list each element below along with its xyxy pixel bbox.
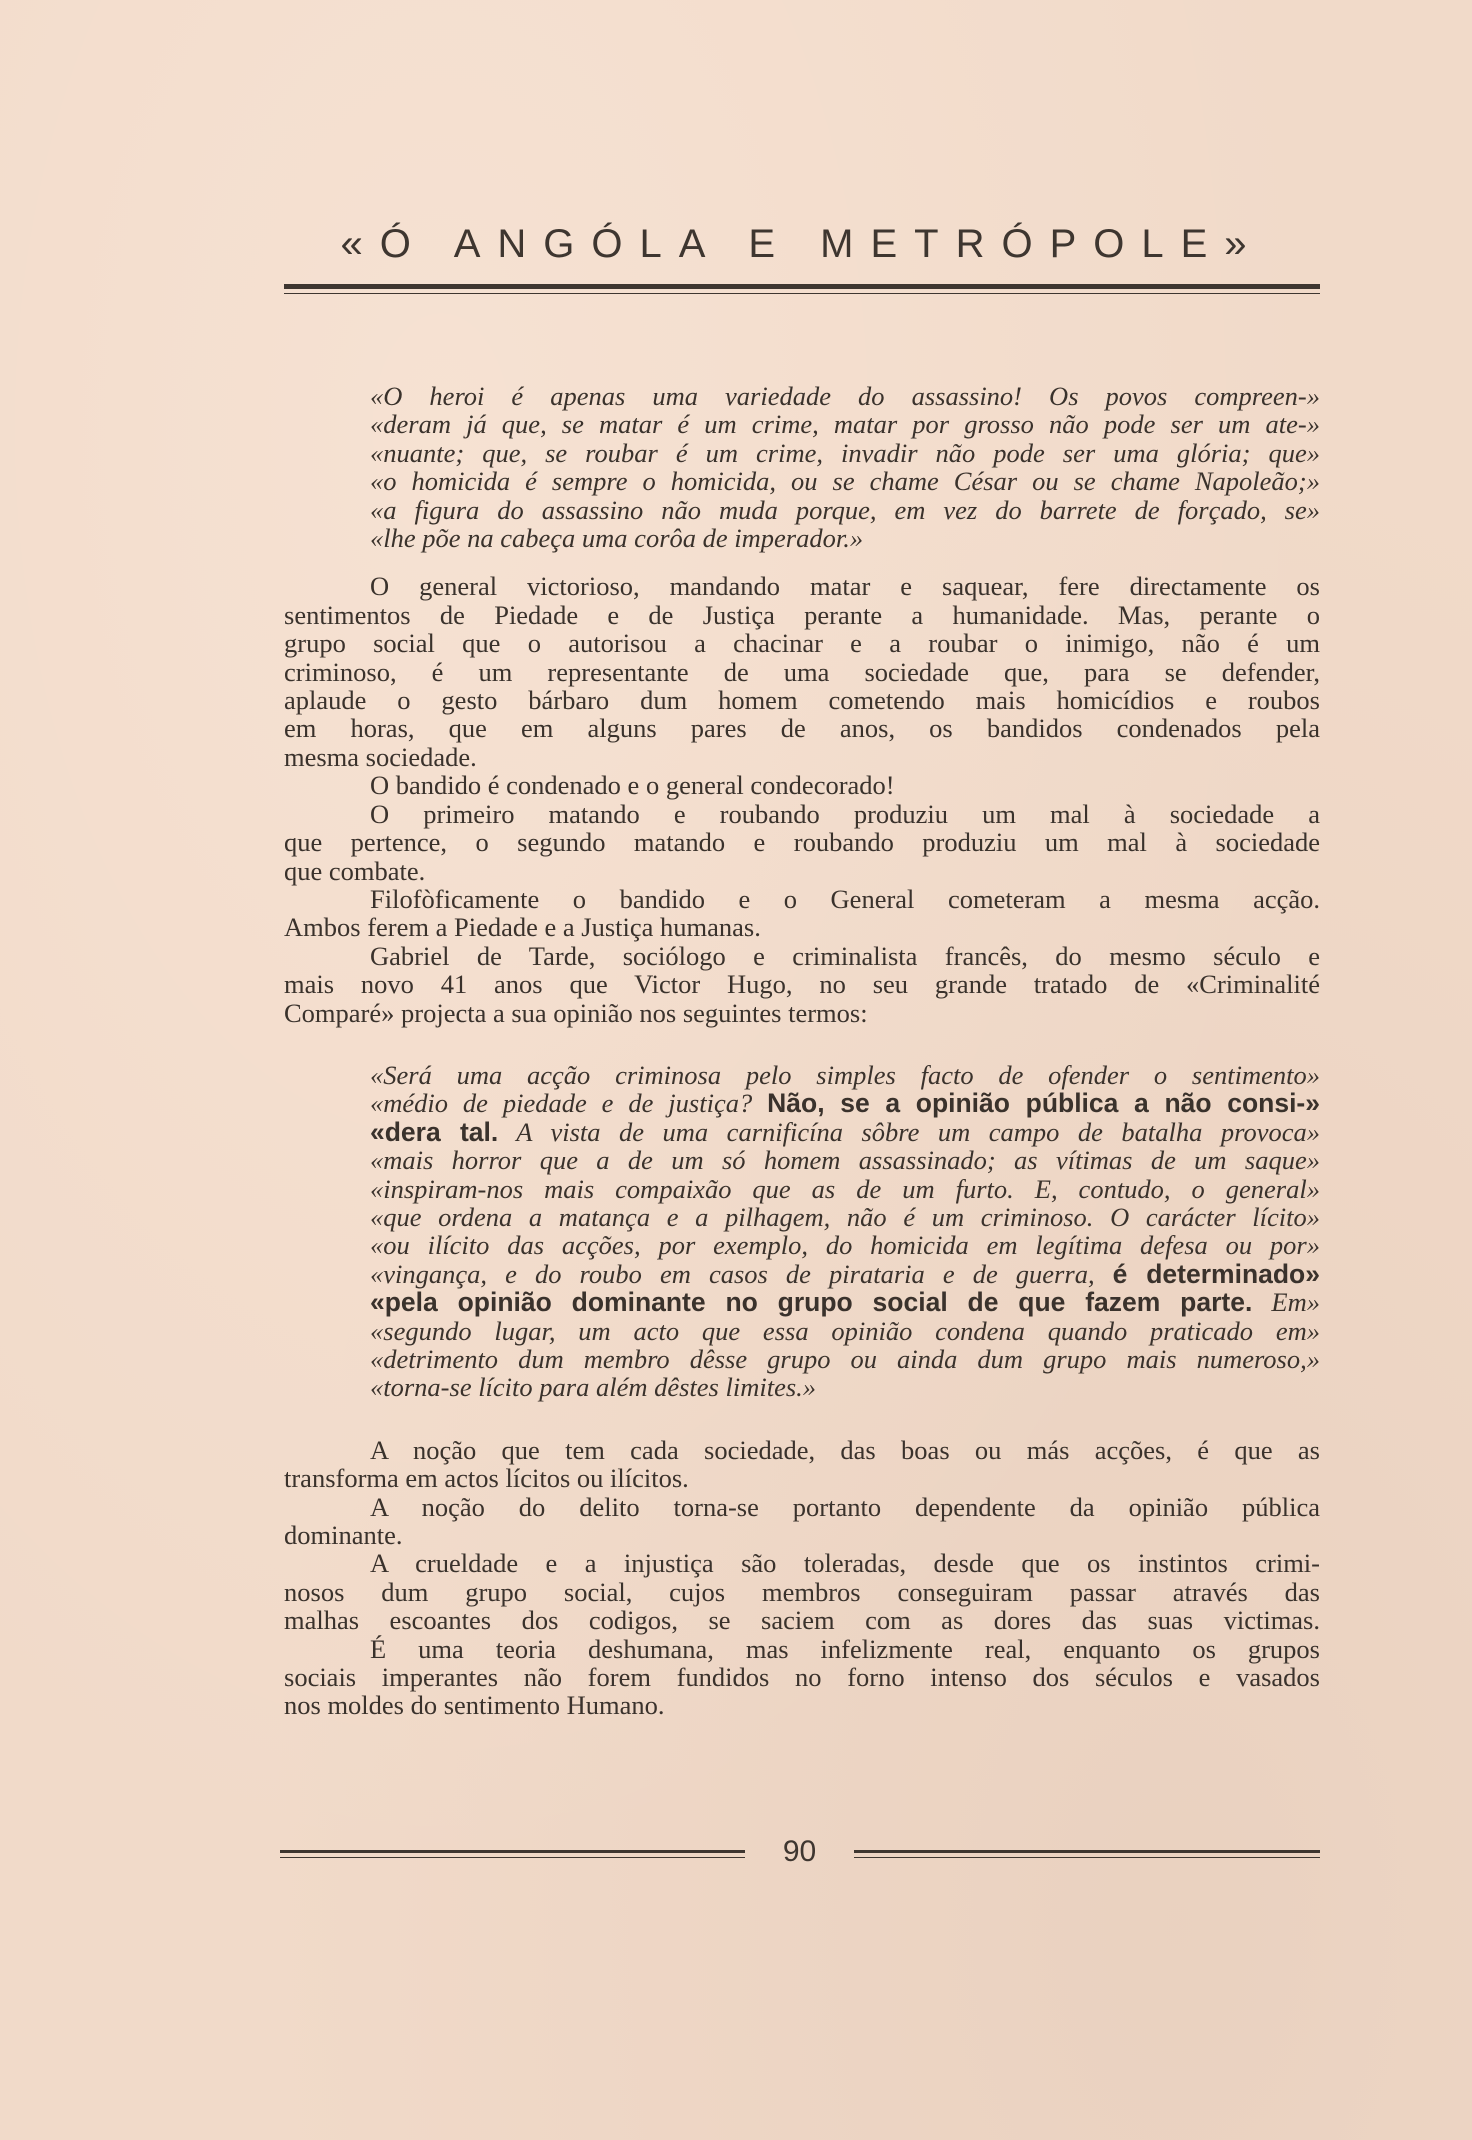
text-line: «segundo lugar, um acto que essa opinião condena quando praticado em»: [370, 1315, 1320, 1346]
text-line: mais novo 41 anos que Victor Hugo, no seu grande tratado de «Criminalité: [284, 969, 1320, 1000]
text-line: «lhe põe na cabeça uma corôa de imperador.»: [370, 523, 864, 554]
header-rule-thick: [284, 284, 1320, 289]
footer-rule-right: [854, 1850, 1320, 1853]
paragraph: [284, 1436, 1320, 1493]
text-line: «inspiram-nos mais compaixão que as de um furto. E, contudo, o general»: [370, 1173, 1320, 1204]
text-line: em horas, que em alguns pares de anos, os bandidos condenados pela: [284, 713, 1320, 744]
text-line: transforma em actos lícitos ou ilícitos.: [284, 1463, 689, 1494]
paragraph: [284, 800, 1320, 885]
text-line: A crueldade e a injustiça são toleradas, desde que os instintos crimi-: [370, 1548, 1320, 1579]
text-line: «detrimento dum membro dêsse grupo ou ainda dum grupo mais numeroso,»: [370, 1344, 1320, 1374]
text-line: dominante.: [284, 1520, 403, 1551]
text-line: Filofòficamente o bandido e o General cometeram a mesma acção.: [370, 883, 1320, 914]
text-line: A noção do delito torna-se portanto dependente da opinião pública: [370, 1491, 1320, 1522]
text-line: «torna-se lícito para além dêstes limites.»: [370, 1372, 817, 1403]
paragraph: [284, 1549, 1320, 1634]
text-line: nos moldes do sentimento Humano.: [284, 1690, 665, 1721]
text-line: A noção que tem cada sociedade, das boas ou más acções, é que as: [370, 1434, 1320, 1465]
text-line: «que ordena a matança e a pilhagem, não é um criminoso. O carácter lícito»: [370, 1201, 1320, 1232]
text-line: [370, 1118, 1320, 1146]
text-line: «Será uma acção criminosa pelo simples facto de ofender o sentimento»: [370, 1059, 1320, 1090]
text-line: aplaude o gesto bárbaro dum homem cometendo mais homicídios e roubos: [284, 685, 1320, 716]
text-line: O bandido é condenado e o general condecorado!: [370, 770, 895, 801]
text-line: «o homicida é sempre o homicida, ou se chame César ou se chame Napoleão;»: [370, 466, 1320, 497]
text-line: malhas escoantes dos codigos, se saciem com as dores das suas victimas.: [284, 1605, 1320, 1636]
emphasis-fragment: «pela opinião dominante no grupo social de que fazem parte.: [370, 1287, 1253, 1318]
emphasis-fragment: «dera tal.: [370, 1116, 499, 1147]
footer-rule-left: [280, 1850, 745, 1853]
quote-fragment: «médio de piedade e de justiça?: [370, 1088, 768, 1119]
text-line: Comparé» projecta a sua opinião nos seguintes termos:: [284, 997, 868, 1028]
quote-fragment: Em»: [1252, 1287, 1320, 1318]
text-line: «a figura do assassino não muda porque, em vez do barrete de forçado, se»: [370, 494, 1320, 525]
text-line: O primeiro matando e roubando produziu um mal à sociedade a: [370, 798, 1320, 829]
text-line: Gabriel de Tarde, sociólogo e criminalista francês, do mesmo século e: [370, 940, 1320, 971]
text-line: [370, 1288, 1320, 1316]
paragraph: [284, 771, 1320, 799]
text-line: grupo social que o autorisou a chacinar e a roubar o inimigo, não é um: [284, 628, 1320, 659]
text-line: «ou ilícito das acções, por exemplo, do homicida em legítima defesa ou por»: [370, 1230, 1320, 1261]
text-line: [370, 1089, 1320, 1117]
text-line: «nuante; que, se roubar é um crime, invadir não pode ser uma glória; que»: [370, 437, 1320, 468]
text-line: «O heroi é apenas uma variedade do assassino! Os povos compreen-»: [370, 381, 1320, 411]
text-line: mesma sociedade.: [284, 741, 477, 772]
page-number: 90: [782, 1835, 817, 1868]
header-rule-thin: [284, 293, 1320, 294]
body-text: [284, 382, 1320, 1720]
text-line: sentimentos de Piedade e de Justiça perante a humanidade. Mas, perante o: [284, 599, 1320, 630]
paragraph: [284, 885, 1320, 942]
page-footer: [280, 1836, 1320, 1876]
footer-rule-right-thin: [854, 1857, 1320, 1858]
text-line: «mais horror que a de um só homem assassinado; as vítimas de um saque»: [370, 1145, 1320, 1176]
text-line: que combate.: [284, 855, 426, 886]
quote-fragment: A vista de uma carnificína sôbre um campo de batalha provoca»: [498, 1116, 1320, 1147]
text-line: O general victorioso, mandando matar e saquear, fere directamente os: [370, 571, 1320, 602]
paragraph: [284, 572, 1320, 771]
text-line: criminoso, é um representante de uma sociedade que, para se defender,: [284, 656, 1320, 687]
text-line: que pertence, o segundo matando e roubando produziu um mal à sociedade: [284, 827, 1320, 858]
paragraph: [284, 1493, 1320, 1550]
text-line: nosos dum grupo social, cujos membros conseguiram passar através das: [284, 1576, 1320, 1607]
paragraph: [284, 942, 1320, 1027]
text-line: Ambos ferem a Piedade e a Justiça humanas.: [284, 912, 761, 943]
text-line: «deram já que, se matar é um crime, matar por grosso não pode ser um ate-»: [370, 409, 1320, 440]
text-line: sociais imperantes não forem fundidos no forno intenso dos séculos e vasados: [284, 1662, 1320, 1693]
emphasis-fragment: é determinado»: [1112, 1258, 1320, 1289]
emphasis-fragment: Não, se a opinião pública a não consi-»: [767, 1088, 1320, 1119]
quote-victor-hugo: [284, 382, 1320, 552]
quote-gabriel-de-tarde: [284, 1061, 1320, 1402]
text-line: [370, 1260, 1320, 1288]
quote-fragment: «vingança, e do roubo em casos de pirataria e de guerra,: [370, 1258, 1113, 1289]
text-line: É uma teoria deshumana, mas infelizmente real, enquanto os grupos: [370, 1633, 1320, 1664]
paragraph: [284, 1635, 1320, 1720]
footer-rule-left-thin: [280, 1857, 745, 1858]
running-header: «Ó ANGÓLA E METRÓPOLE»: [340, 222, 1264, 266]
